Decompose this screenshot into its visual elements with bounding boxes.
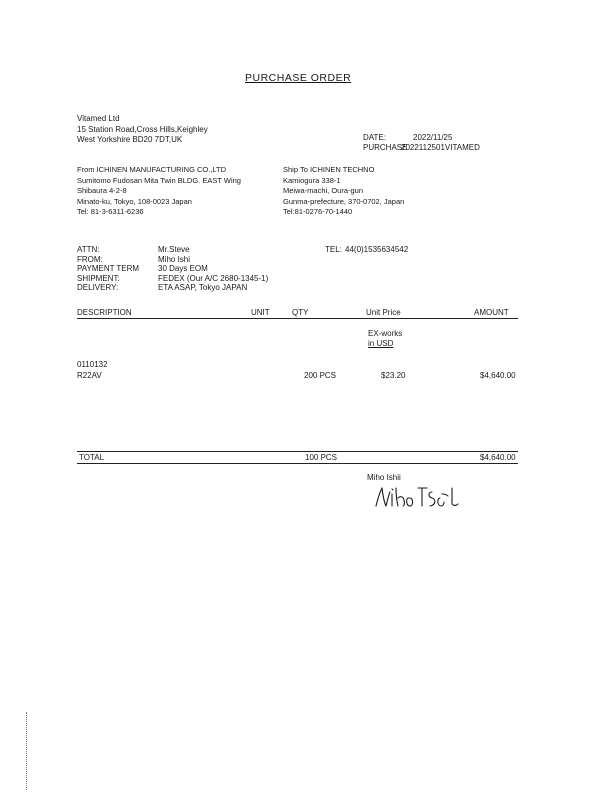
detail-label: DELIVERY: (77, 283, 119, 292)
col-unit: UNIT (251, 308, 270, 317)
date-label: DATE: (363, 133, 386, 142)
purchase-number: 2022112501VITAMED (401, 143, 480, 152)
ship-line: Ship To ICHINEN TECHNO (283, 165, 375, 174)
buyer-line: 15 Station Road,Cross Hills,Keighley (77, 124, 208, 134)
buyer-line: West Yorkshire BD20 7DT,UK (77, 135, 183, 144)
total-qty: 100 PCS (305, 453, 338, 462)
from-line: Shibaura 4-2-8 (77, 186, 127, 195)
item-amount: $4,640.00 (480, 371, 516, 380)
tel-label: TEL: (325, 245, 342, 254)
ship-line: Gunma-prefecture, 370-0702, Japan (283, 196, 405, 206)
detail-label: ATTN: (77, 245, 100, 254)
col-amount: AMOUNT (474, 308, 509, 317)
item-code: 0110132 (77, 360, 108, 369)
price-terms-line1: EX-works (368, 329, 403, 338)
buyer-line: Vitamed Ltd (77, 114, 120, 123)
buyer-address (77, 114, 208, 146)
col-qty: QTY (292, 308, 309, 317)
from-line: Tel: 81-3-6311-6236 (77, 207, 144, 216)
detail-value: ETA ASAP, Tokyo JAPAN (158, 283, 248, 292)
ship-line: Tel:81-0276-70-1440 (283, 207, 353, 216)
col-unit-price: Unit Price (366, 308, 401, 317)
detail-label: FROM: (77, 254, 103, 264)
detail-value: 30 Days EOM (158, 264, 208, 273)
from-line: Minato-ku, Tokyo, 108-0023 Japan (77, 196, 192, 206)
page-title: PURCHASE ORDER (245, 72, 352, 84)
date-value: 2022/11/25 (413, 133, 453, 142)
detail-value: Mr.Steve (158, 245, 190, 254)
total-rule-bottom (77, 463, 518, 464)
details-labels (77, 245, 139, 293)
signatory-name: Miho Ishii (367, 473, 401, 482)
total-rule-top (77, 451, 518, 452)
ship-to-address (283, 165, 404, 218)
item-description: R22AV (77, 371, 102, 380)
item-qty: 200 PCS (304, 371, 337, 380)
detail-label: PAYMENT TERM (77, 264, 140, 273)
item-unit-price: $23.20 (381, 371, 406, 380)
handwritten-signature (372, 480, 464, 514)
total-label: TOTAL (79, 453, 105, 462)
details-values (158, 245, 268, 293)
from-line: From ICHINEN MANUFACTURING CO.,LTD (77, 165, 227, 174)
header-rule (77, 318, 518, 319)
from-line: Sumitomo Fudosan Mita Twin BLDG. EAST Wing (77, 175, 241, 185)
price-terms-line2: in USD (368, 339, 394, 348)
total-amount: $4,640.00 (480, 453, 516, 462)
detail-label: SHIPMENT: (77, 273, 120, 283)
ship-line: Kamiogura 338-1 (283, 175, 341, 185)
col-description: DESCRIPTION (77, 308, 132, 317)
scan-artifact (26, 712, 29, 790)
detail-value: FEDEX (Our A/C 2680-1345-1) (158, 273, 269, 283)
tel-value: 44(0)1535634542 (345, 245, 409, 254)
detail-value: Miho Ishi (158, 254, 191, 264)
ship-line: Meiwa-machi, Oura-gun (283, 186, 364, 195)
purchase-label: PURCHASE (363, 143, 408, 152)
from-address (77, 165, 241, 218)
